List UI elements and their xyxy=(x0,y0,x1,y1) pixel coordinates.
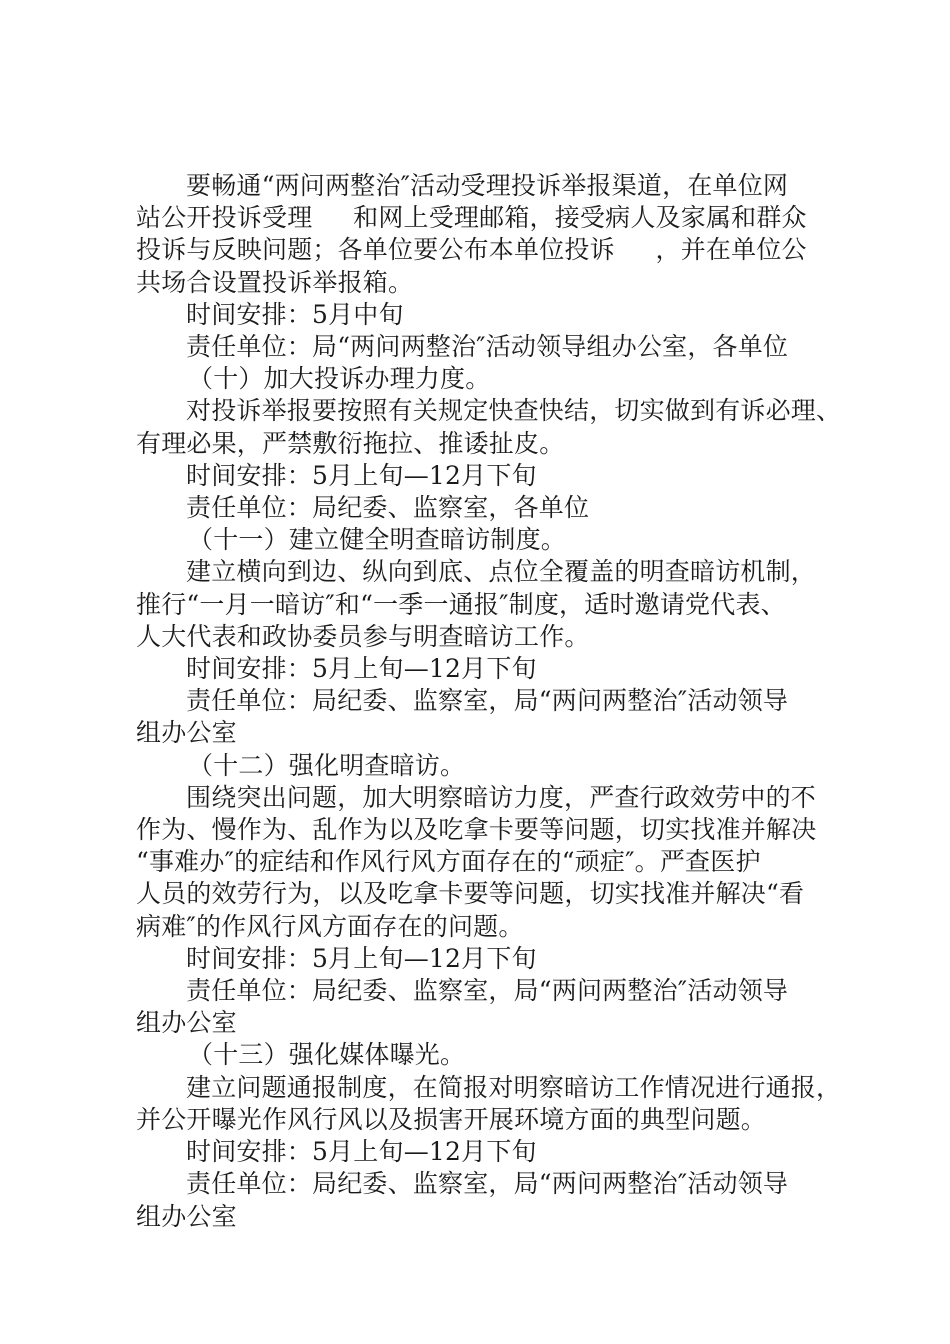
document-line: 组办公室 xyxy=(136,1008,237,1038)
document-line: 要畅通“两问两整治″活动受理投诉举报渠道，在单位网 xyxy=(186,171,789,200)
document-line: “事难办″的症结和作风行风方面存在的“顽症″。严查医护 xyxy=(136,847,761,877)
document-line: 时间安排：5月上旬—12月下旬 xyxy=(186,943,537,973)
document-line: （十二）强化明查暗访。 xyxy=(188,750,466,780)
document-line: 责任单位：局纪委、监察室，各单位 xyxy=(186,493,590,523)
document-line: 对投诉举报要按照有关规定快查快结，切实做到有诉必理、 xyxy=(186,396,842,426)
document-line: 围绕突出问题，加大明察暗访力度，严查行政效劳中的不 xyxy=(186,782,817,812)
document-line: 时间安排：5月中旬 xyxy=(186,299,404,329)
document-line: 组办公室 xyxy=(136,1201,237,1231)
document-line: 建立横向到边、纵向到底、点位全覆盖的明查暗访机制， xyxy=(186,557,817,587)
document-line: 责任单位：局纪委、监察室，局“两问两整治″活动领导 xyxy=(186,976,789,1006)
document-line: 作为、慢作为、乱作为以及吃拿卡要等问题，切实找准并解决 xyxy=(136,815,817,845)
document-line: 组办公室 xyxy=(136,718,237,748)
document-line: 站公开投诉受理 和网上受理邮箱，接受病人及家属和群众 xyxy=(136,203,807,233)
document-line: 时间安排：5月上旬—12月下旬 xyxy=(186,1137,537,1167)
document-line: 责任单位：局“两问两整治″活动领导组办公室，各单位 xyxy=(186,332,789,362)
document-line: 时间安排：5月上旬—12月下旬 xyxy=(186,654,537,684)
document-line: 推行“一月一暗访″和“一季一通报″制度，适时邀请党代表、 xyxy=(136,589,786,619)
document-line: 人员的效劳行为，以及吃拿卡要等问题，切实找准并解决“看 xyxy=(136,879,805,909)
document-line: （十）加大投诉办理力度。 xyxy=(188,364,491,394)
document-line: 病难″的作风行风方面存在的问题。 xyxy=(136,911,524,941)
document-line: 有理必果，严禁敷衍拖拉、推诿扯皮。 xyxy=(136,428,565,458)
document-line: 共场合设置投诉举报箱。 xyxy=(136,267,414,297)
document-line: 责任单位：局纪委、监察室，局“两问两整治″活动领导 xyxy=(186,1169,789,1199)
document-line: （十三）强化媒体曝光。 xyxy=(188,1040,466,1070)
document-line: （十一）建立健全明查暗访制度。 xyxy=(188,525,567,555)
document-line: 人大代表和政协委员参与明查暗访工作。 xyxy=(136,621,590,651)
document-line: 并公开曝光作风行风以及损害开展环境方面的典型问题。 xyxy=(136,1104,767,1134)
document-line: 责任单位：局纪委、监察室，局“两问两整治″活动领导 xyxy=(186,686,789,716)
document-line: 建立问题通报制度，在简报对明察暗访工作情况进行通报， xyxy=(186,1072,842,1102)
document-line: 投诉与反映问题；各单位要公布本单位投诉 ，并在单位公 xyxy=(136,235,807,265)
document-body xyxy=(136,170,842,1233)
document-line: 时间安排：5月上旬—12月下旬 xyxy=(186,460,537,490)
